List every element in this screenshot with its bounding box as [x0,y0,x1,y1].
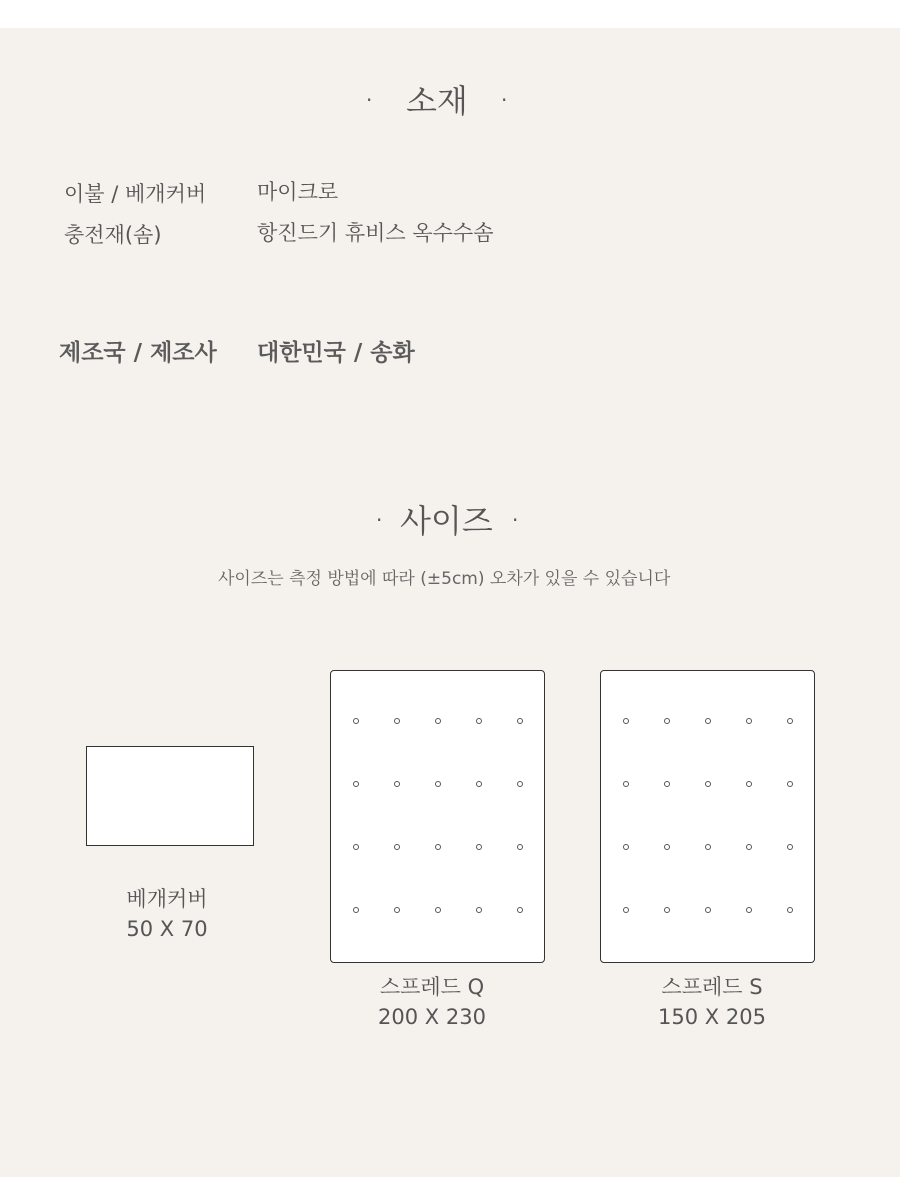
quilting-dot [705,718,711,724]
quilting-dot [746,907,752,913]
spec-value-filling: 항진드기 휴비스 옥수수솜 [257,221,494,245]
size-title: 사이즈 [400,502,493,540]
quilting-dot [787,718,793,724]
spec-label-filling: 충전재(솜) [64,223,162,247]
quilting-dot [476,907,482,913]
quilting-dot [623,907,629,913]
quilting-dot [435,907,441,913]
quilting-dot [394,718,400,724]
quilting-dot [435,718,441,724]
size-dot-left: · [376,508,383,532]
quilting-dot [787,844,793,850]
size-dims: 50 X 70 [126,917,208,941]
quilting-dot [664,844,670,850]
size-name: 스프레드 S [661,975,763,999]
quilting-dot [394,781,400,787]
title-dot-left: · [366,88,373,112]
quilting-dot [623,844,629,850]
size-caption-pillow [86,884,248,944]
quilting-dot [435,781,441,787]
quilting-dot [517,844,523,850]
size-name: 베개커버 [126,887,208,911]
quilting-dot [623,781,629,787]
quilting-dot [705,781,711,787]
spec-value-cover: 마이크로 [257,180,339,204]
quilting-dot [746,844,752,850]
quilting-dot [787,781,793,787]
quilting-dot [517,781,523,787]
size-caption-spread-s [611,972,813,1032]
size-dot-right: · [512,508,519,532]
quilting-dot [705,907,711,913]
quilting-dot [746,718,752,724]
size-caption-spread-q [330,972,534,1032]
quilting-dot [353,718,359,724]
quilting-dot [476,718,482,724]
quilting-dot [353,781,359,787]
size-note: 사이즈는 측정 방법에 따라 (±5cm) 오차가 있을 수 있습니다 [218,569,671,589]
quilting-dot [623,718,629,724]
quilting-dot [664,781,670,787]
pillow-cover-shape [86,746,254,846]
quilting-dot [517,718,523,724]
size-dims: 150 X 205 [658,1005,766,1029]
origin-value: 대한민국 / 송화 [257,340,415,366]
size-name: 스프레드 Q [379,975,485,999]
quilting-dot [664,907,670,913]
quilting-dot [353,907,359,913]
quilting-dot [353,844,359,850]
quilting-dot [394,844,400,850]
quilting-dot [476,781,482,787]
quilting-dot [394,907,400,913]
origin-label: 제조국 / 제조사 [59,340,217,366]
quilting-dot [435,844,441,850]
quilting-dot [746,781,752,787]
quilting-dot [517,907,523,913]
title-dot-right: · [501,88,508,112]
quilting-dot [705,844,711,850]
quilting-dot [664,718,670,724]
spread-q-shape [330,670,545,963]
quilting-dot [787,907,793,913]
quilting-dot [476,844,482,850]
size-dims: 200 X 230 [378,1005,486,1029]
material-title: 소재 [406,82,468,120]
spec-label-cover: 이불 / 베개커버 [64,182,207,206]
spread-s-shape [600,670,815,963]
